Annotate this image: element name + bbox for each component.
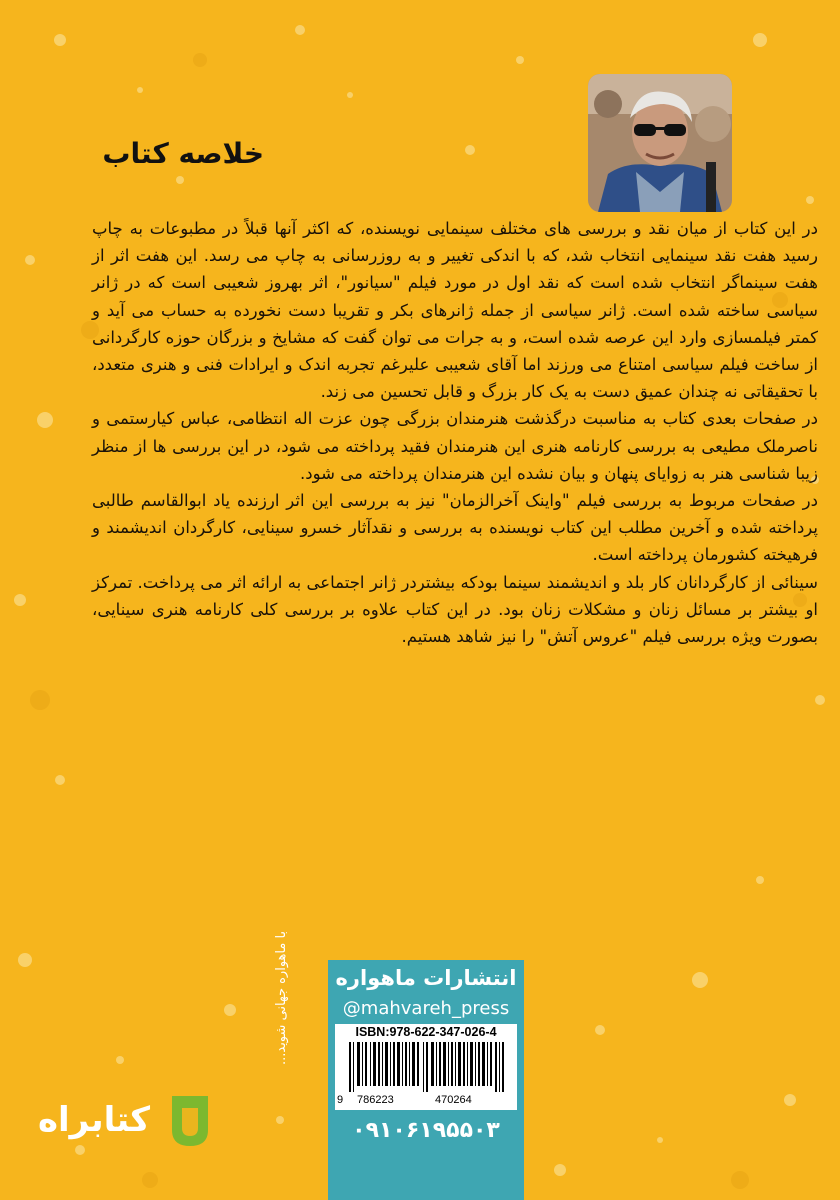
barcode-digit: 470264	[435, 1094, 472, 1106]
publisher-name: انتشارات ماهواره	[335, 966, 517, 990]
ketabrah-logo-text: کتابراه	[37, 1100, 150, 1140]
publisher-slogan: با ماهواره جهانی شوید...	[274, 930, 289, 1066]
barcode-digit: 9	[337, 1094, 344, 1106]
page-title: خلاصه کتاب	[102, 137, 264, 170]
author-photo	[588, 74, 732, 212]
summary-paragraph: در این کتاب از میان نقد و بررسی های مختلف سینمایی نویسنده، که اکثر آنها قبلاً در مطبوعات به چاپ رسید هفت نقد سینمایی انتخاب شد، که با اندکی تغییر و به روزرسانی به چاپ می رسد. این هفت اثر از هفت سینماگر انتخاب شده است که نقد اول در مورد فیلم "سیانور"، اثر بهروز شعیبی است که در ژانر سیاسی ساخته شده است. ژانر سیاسی از جمله ژانرهای بکر و تقریبا دست نخورده به حساب می آید و کمتر فیلمسازی وارد این عرصه شده است، و به جرات می توان گفت که مشایخ و بزرگان حوزه کارگردانی از ساخت فیلم سیاسی امتناع می ورزند اما آقای شعیبی علیرغم تجربه اندک و ایرادات فنی و هنری متعدد، با تحقیقاتی نه چندان عمیق دست به یک کار بزرگ و قابل تحسین می زند.	[92, 219, 818, 402]
book-summary	[92, 215, 818, 650]
publisher-handle: @mahvareh_press	[342, 998, 510, 1019]
publisher-phone: ۰۹۱۰۶۱۹۵۵۰۳	[352, 1118, 500, 1143]
barcode-icon	[349, 1042, 505, 1092]
publisher-panel	[328, 960, 524, 1200]
summary-paragraph: سینائی از کارگردانان کار بلد و اندیشمند سینما بودکه بیشتردر ژانر اجتماعی به ارائه اثر می پرداخت. تمرکز او بیشتر بر مسائل زنان و مشکلات زنان بود. در این کتاب علاوه بر بررسی کلی کارنامه هنری سینایی، بصورت ویژه بررسی فیلم "عروس آتش" را نیز شاهد هستیم.	[92, 572, 818, 647]
barcode-box	[335, 1024, 517, 1110]
isbn-text: ISBN:978-622-347-026-4	[355, 1025, 497, 1039]
barcode-digit: 786223	[357, 1094, 394, 1106]
summary-paragraph: در صفحات مربوط به بررسی فیلم "واینک آخرالزمان" نیز به بررسی این اثر ارزنده یاد ابوالقاسم طالبی پرداخته شده و آخرین مطلب این کتاب نویسنده به بررسی و نقدآثار خسرو سینایی، کارگردان اندیشمند و فرهیخته کشورمان پرداخته است.	[92, 491, 818, 565]
summary-paragraph: در صفحات بعدی کتاب به مناسبت درگذشت هنرمندان بزرگی چون عزت اله انتظامی، عباس کیارستمی و ناصرملک مطیعی به بررسی کارنامه هنری این هنرمندان فقید پرداخته می شود، در این بررسی ها از منظر زیبا شناسی هنر به زوایای پنهان و بیان نشده این هنرمندان پرداخته می شود.	[92, 409, 818, 483]
